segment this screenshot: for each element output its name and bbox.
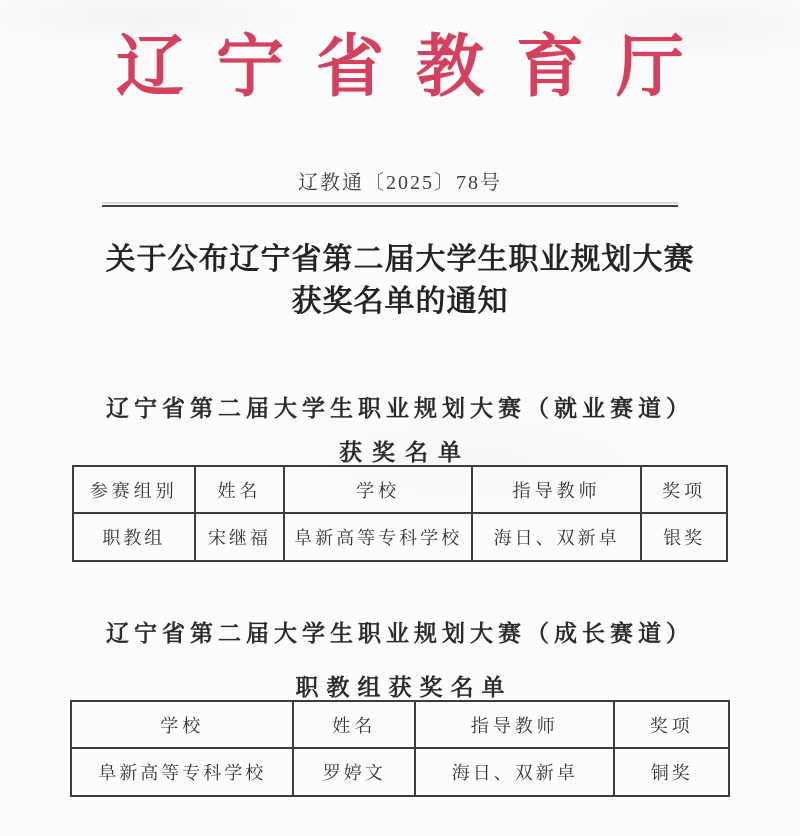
cell-group: 职教组 (73, 513, 195, 561)
cell-school: 阜新高等专科学校 (71, 748, 293, 796)
col-header-school: 学校 (284, 466, 472, 513)
table-row (73, 513, 727, 561)
cell-award: 银奖 (641, 513, 727, 561)
awards-table-employment-track (72, 465, 728, 562)
col-header-name: 姓名 (195, 466, 285, 513)
cell-advisor: 海日、双新卓 (472, 513, 641, 561)
cell-school: 阜新高等专科学校 (284, 513, 472, 561)
col-header-school: 学校 (71, 701, 293, 748)
table-header-row (73, 466, 727, 513)
col-header-advisor: 指导教师 (415, 701, 614, 748)
cell-advisor: 海日、双新卓 (415, 748, 614, 796)
section2-heading-award-list: 职教组获奖名单 (295, 674, 513, 700)
agency-masthead-title: 辽宁省教育厅 (115, 29, 716, 105)
section1-heading-competition: 辽宁省第二届大学生职业规划大赛（就业赛道） (106, 395, 694, 421)
table-header-row (71, 701, 729, 748)
notice-title-line1: 关于公布辽宁省第二届大学生职业规划大赛 (105, 243, 695, 276)
cell-name: 罗婷文 (293, 748, 415, 796)
awards-table-growth-track (70, 700, 730, 797)
masthead-divider-line (102, 205, 678, 207)
col-header-name: 姓名 (293, 701, 415, 748)
section1-heading-award-list: 获奖名单 (339, 439, 471, 465)
col-header-award: 奖项 (641, 466, 727, 513)
cell-award: 铜奖 (614, 748, 729, 796)
table-row (71, 748, 729, 796)
cell-name: 宋继福 (195, 513, 285, 561)
notice-title-line2: 获奖名单的通知 (291, 285, 509, 318)
col-header-award: 奖项 (614, 701, 729, 748)
col-header-group: 参赛组别 (73, 466, 195, 513)
notice-title (0, 239, 800, 323)
col-header-advisor: 指导教师 (472, 466, 641, 513)
section2-heading-competition: 辽宁省第二届大学生职业规划大赛（成长赛道） (106, 620, 694, 646)
document-number: 辽教通〔2025〕78号 (298, 172, 502, 194)
